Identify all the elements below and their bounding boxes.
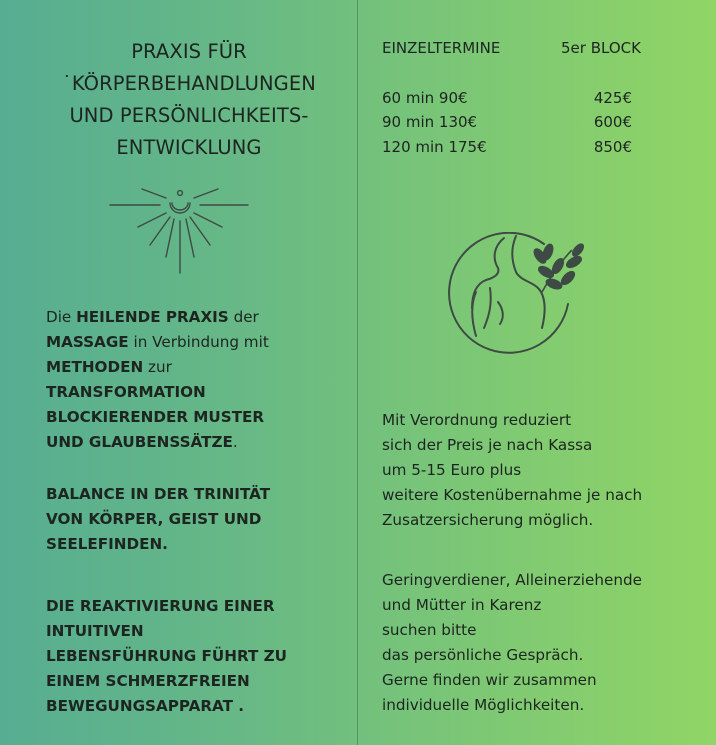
prescription-paragraph: Mit Verordnung reduziert sich der Preis je nach Kassa um 5-15 Euro plus weitere Kostenübernahme je nach Zusatzersicherung möglich. xyxy=(382,411,643,529)
title-line: PRAXIS FÜR xyxy=(131,40,247,63)
price-block: 600€ xyxy=(593,113,632,131)
price-header-single: EINZELTERMINE xyxy=(382,39,501,57)
balance-paragraph: BALANCE IN DER TRINITÄT VON KÖRPER, GEIST UND SEELEFINDEN. xyxy=(46,485,271,553)
sun-moon-icon xyxy=(108,183,252,275)
price-single: 60 min 90€ xyxy=(382,89,468,107)
low-income-paragraph: Geringverdiener, Alleinerziehende und Mütter in Karenz suchen bitte das persönliche Gespräch. Gerne finden wir zusammen individuelle Möglichkeiten. xyxy=(382,571,642,714)
price-header-block: 5er BLOCK xyxy=(561,39,641,57)
title-line: UND PERSÖNLICHKEITS- xyxy=(69,104,309,127)
price-block: 425€ xyxy=(593,89,632,107)
price-single: 90 min 130€ xyxy=(382,113,478,131)
title-line: ENTWICKLUNG xyxy=(116,136,262,159)
column-divider xyxy=(357,0,358,745)
body-leaves-icon xyxy=(446,232,588,358)
reactivation-paragraph: DIE REAKTIVIERUNG EINER INTUITIVEN LEBENSFÜHRUNG FÜHRT ZU EINEM SCHMERZFREIEN BEWEGUNGSAPPARAT . xyxy=(46,597,287,715)
price-block: 850€ xyxy=(593,138,632,156)
title-line: ˙KÖRPERBEHANDLUNGEN xyxy=(62,72,316,95)
intro-paragraph: Die HEILENDE PRAXIS der MASSAGE in Verbindung mit METHODEN zur TRANSFORMATION BLOCKIERENDER MUSTER UND GLAUBENSSÄTZE. xyxy=(46,308,269,451)
price-single: 120 min 175€ xyxy=(382,138,487,156)
page-title xyxy=(30,36,348,164)
